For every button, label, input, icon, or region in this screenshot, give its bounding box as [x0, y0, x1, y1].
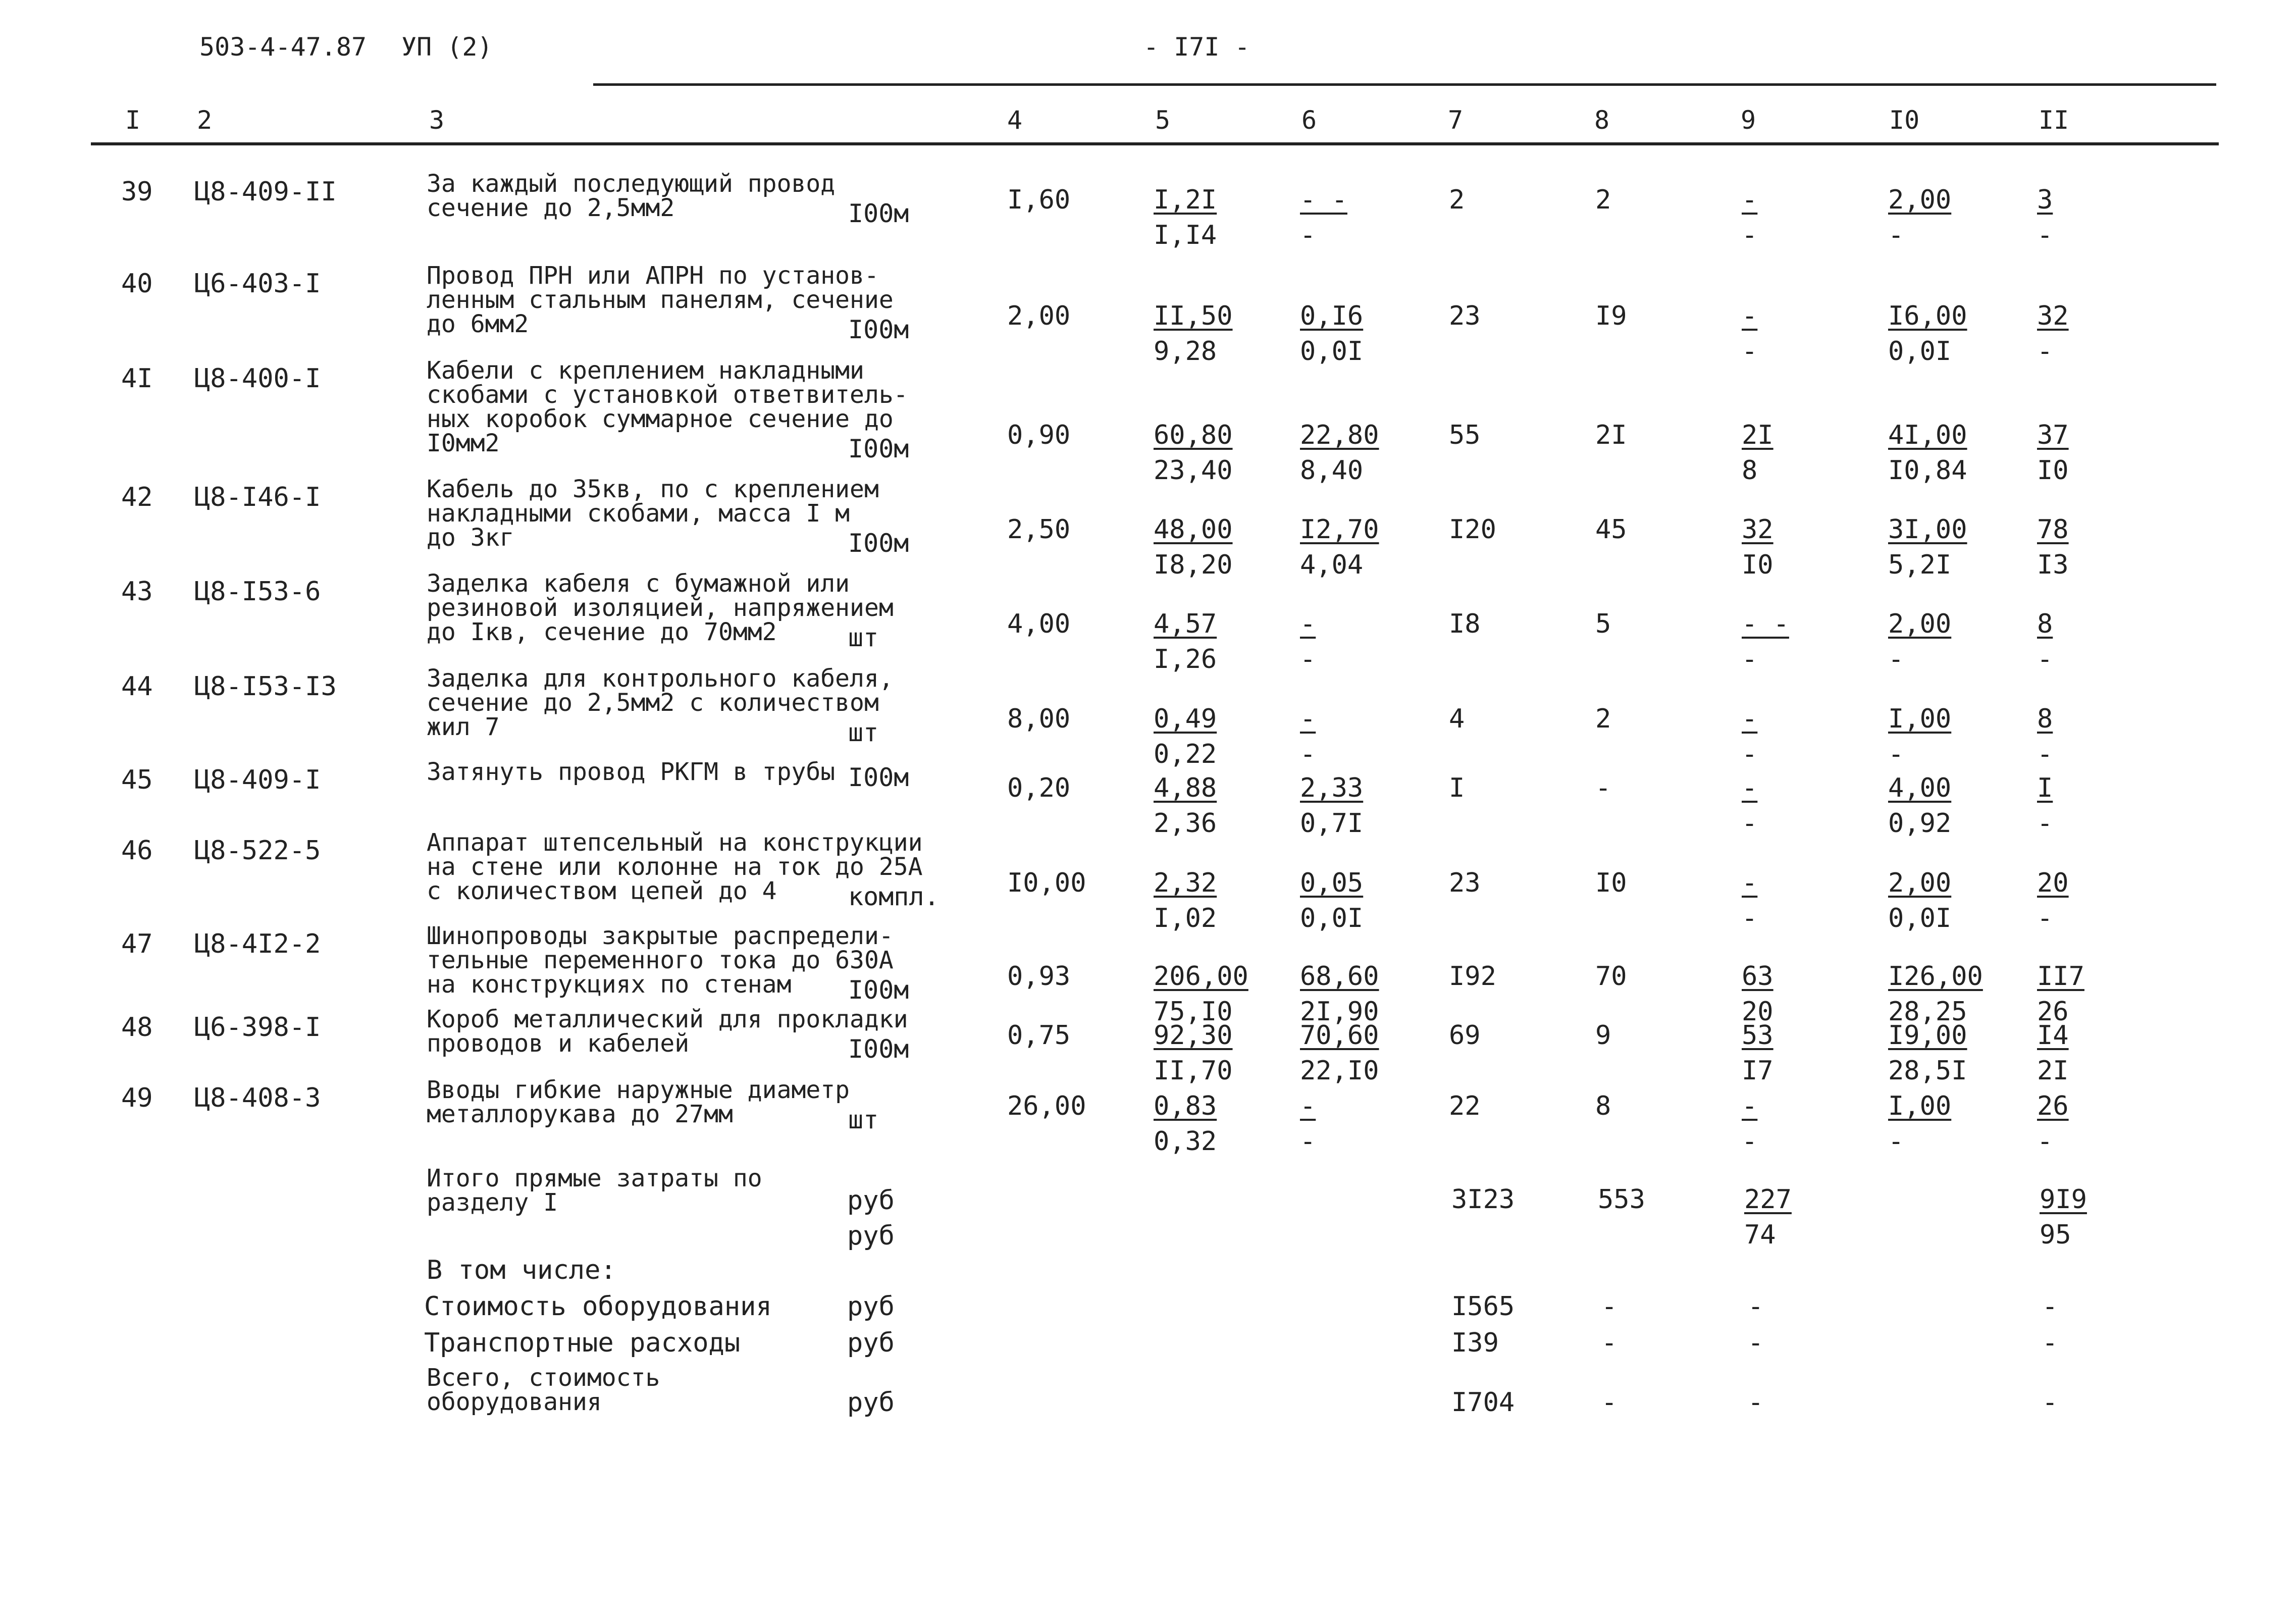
row-col8: 45 — [1595, 514, 1627, 545]
row-col6-bottom: - — [1300, 220, 1316, 250]
row-col5-bottom: 75,I0 — [1154, 997, 1233, 1027]
grand-total-unit: руб — [847, 1387, 895, 1418]
row-description-line: металлорукава до 27мм — [427, 1100, 733, 1128]
col-header-7: 7 — [1448, 106, 1464, 135]
row-col6-bottom: - — [1300, 644, 1316, 674]
row-number: 48 — [121, 1012, 153, 1043]
row-col9-top: 2I — [1742, 420, 1773, 450]
row-col6-top: 2,33 — [1300, 773, 1364, 803]
row-col5-bottom: 2,36 — [1154, 808, 1217, 839]
row-description-line: скобами с установкой ответвитель- — [427, 381, 908, 409]
row-description-line: жил 7 — [427, 713, 500, 741]
row-col11-bottom: I3 — [2037, 550, 2069, 580]
row-col5-top: 0,49 — [1154, 704, 1217, 734]
transport-cost-col8: - — [1601, 1328, 1617, 1358]
row-col5-bottom: I,02 — [1154, 903, 1217, 933]
row-col9-bottom: I7 — [1742, 1056, 1773, 1086]
row-col11-bottom: - — [2037, 739, 2053, 769]
grand-total-label-line-1: Всего, стоимость — [427, 1364, 660, 1392]
transport-cost-col9: - — [1748, 1328, 1764, 1358]
row-col6-bottom: 0,7I — [1300, 808, 1364, 839]
row-col4: 26,00 — [1007, 1091, 1086, 1121]
row-col5-top: 0,83 — [1154, 1091, 1217, 1121]
row-col6-bottom: 8,40 — [1300, 455, 1364, 486]
row-col9-top: 53 — [1742, 1020, 1773, 1051]
row-unit: компл. — [848, 882, 940, 911]
row-col4: 0,20 — [1007, 773, 1071, 803]
row-col5-bottom: I,26 — [1154, 644, 1217, 674]
row-col8: 2 — [1595, 704, 1611, 734]
row-col5-bottom: 23,40 — [1154, 455, 1233, 486]
row-col9-bottom: - — [1742, 808, 1758, 839]
row-col5-bottom: 0,32 — [1154, 1126, 1217, 1157]
row-col6-top: - - — [1300, 185, 1347, 215]
row-col6-top: - — [1300, 704, 1316, 734]
row-col10-top: 3I,00 — [1888, 514, 1967, 545]
row-description-line: тельные переменного тока до 630А — [427, 946, 894, 974]
row-col10-top: I26,00 — [1888, 961, 1983, 992]
row-col11-bottom: - — [2037, 808, 2053, 839]
row-col11-bottom: 26 — [2037, 997, 2069, 1027]
row-col10-bottom: 0,0I — [1888, 903, 1952, 933]
row-col5-top: 60,80 — [1154, 420, 1233, 450]
row-description-line: Провод ПРН или АПРН по установ- — [427, 262, 879, 290]
top-rule — [593, 83, 2216, 86]
equipment-cost-col9: - — [1748, 1291, 1764, 1322]
row-number: 49 — [121, 1083, 153, 1113]
row-col6-top: 22,80 — [1300, 420, 1379, 450]
row-col9-top: - — [1742, 1091, 1758, 1121]
row-col9-bottom: - — [1742, 739, 1758, 769]
row-col11-top: 32 — [2037, 301, 2069, 331]
row-description-line: накладными скобами, масса I м — [427, 499, 850, 528]
row-col11-top: I — [2037, 773, 2053, 803]
row-col11-bottom: - — [2037, 903, 2053, 933]
row-col4: 4,00 — [1007, 609, 1071, 639]
total-col9-b: 74 — [1744, 1220, 1776, 1250]
including-label: В том числе: — [427, 1255, 616, 1285]
row-col5-bottom: I,I4 — [1154, 220, 1217, 250]
row-col8: I9 — [1595, 301, 1627, 331]
row-col6-bottom: - — [1300, 739, 1316, 769]
grand-total-col11: - — [2042, 1387, 2058, 1418]
row-code: Ц6-398-I — [194, 1012, 321, 1043]
row-description-line: ных коробок суммарное сечение до — [427, 405, 894, 433]
row-col8: 70 — [1595, 961, 1627, 992]
row-description-line: сечение до 2,5мм2 с количеством — [427, 689, 879, 717]
grand-total-col8: - — [1601, 1387, 1617, 1418]
transport-cost-col7: I39 — [1451, 1328, 1499, 1358]
row-description-line: Шинопроводы закрытые распредели- — [427, 922, 894, 950]
row-col10-bottom: 0,0I — [1888, 336, 1952, 367]
col-header-8: 8 — [1594, 106, 1610, 135]
row-number: 45 — [121, 765, 153, 795]
row-number: 44 — [121, 671, 153, 702]
row-col10-bottom: 5,2I — [1888, 550, 1952, 580]
row-col6-top: 0,05 — [1300, 868, 1364, 898]
row-description-line: I0мм2 — [427, 429, 500, 457]
row-unit: шт — [848, 1105, 879, 1134]
row-description-line: сечение до 2,5мм2 — [427, 194, 675, 222]
row-col8: 2I — [1595, 420, 1627, 450]
row-col9-bottom: - — [1742, 1126, 1758, 1157]
equipment-cost-col7: I565 — [1451, 1291, 1515, 1322]
row-col11-top: 78 — [2037, 514, 2069, 545]
row-col10-bottom: 28,5I — [1888, 1056, 1967, 1086]
header-bottom-rule — [91, 142, 2219, 145]
equipment-cost-col8: - — [1601, 1291, 1617, 1322]
row-col10-top: 2,00 — [1888, 868, 1952, 898]
row-col6-bottom: 2I,90 — [1300, 997, 1379, 1027]
row-col10-top: 4,00 — [1888, 773, 1952, 803]
row-col4: 0,90 — [1007, 420, 1071, 450]
row-code: Ц8-I53-6 — [194, 577, 321, 607]
row-col7: 2 — [1449, 185, 1465, 215]
row-col10-top: I6,00 — [1888, 301, 1967, 331]
row-col10-bottom: 0,92 — [1888, 808, 1952, 839]
row-description-line: Заделка для контрольного кабеля, — [427, 664, 894, 693]
row-col9-bottom: 20 — [1742, 997, 1773, 1027]
row-col5-bottom: 9,28 — [1154, 336, 1217, 367]
row-col6-top: 70,60 — [1300, 1020, 1379, 1051]
row-col5-top: 48,00 — [1154, 514, 1233, 545]
row-description-line: на конструкциях по стенам — [427, 970, 792, 999]
row-number: 4I — [121, 363, 153, 394]
col-header-11: II — [2039, 106, 2069, 135]
row-code: Ц8-4I2-2 — [194, 929, 321, 959]
row-description-line: ленным стальным панелям, сечение — [427, 286, 894, 314]
row-col9-top: - — [1742, 773, 1758, 803]
row-description-line: Затянуть провод РКГМ в трубы — [427, 758, 836, 786]
row-unit: шт — [848, 718, 879, 747]
row-col10-top: 2,00 — [1888, 609, 1952, 639]
row-col10-top: 2,00 — [1888, 185, 1952, 215]
row-number: 47 — [121, 929, 153, 959]
album-label: УП (2) — [401, 32, 493, 62]
col-header-4: 4 — [1007, 106, 1023, 135]
row-col9-top: - — [1742, 704, 1758, 734]
row-code: Ц8-400-I — [194, 363, 321, 394]
document-code: 503-4-47.87 — [199, 32, 367, 62]
row-col6-top: 68,60 — [1300, 961, 1379, 992]
row-col5-top: 4,57 — [1154, 609, 1217, 639]
row-col10-bottom: I0,84 — [1888, 455, 1967, 486]
row-col5-top: 92,30 — [1154, 1020, 1233, 1051]
row-col5-top: 2,32 — [1154, 868, 1217, 898]
row-col9-top: 32 — [1742, 514, 1773, 545]
row-col5-top: II,50 — [1154, 301, 1233, 331]
row-code: Ц6-403-I — [194, 269, 321, 299]
row-description-line: Кабель до 35кв, по с креплением — [427, 475, 879, 503]
row-code: Ц8-409-II — [194, 177, 337, 207]
row-col10-top: 4I,00 — [1888, 420, 1967, 450]
row-col7: I — [1449, 773, 1465, 803]
row-col10-bottom: - — [1888, 1126, 1904, 1157]
row-description-line: до 3кг — [427, 524, 514, 552]
total-unit-a: руб — [847, 1185, 895, 1216]
row-unit: I00м — [848, 1034, 909, 1064]
row-col7: 23 — [1449, 868, 1481, 898]
row-col8: 2 — [1595, 185, 1611, 215]
row-col9-bottom: I0 — [1742, 550, 1773, 580]
row-description-line: проводов и кабелей — [427, 1029, 690, 1058]
row-col6-bottom: 0,0I — [1300, 336, 1364, 367]
total-label-line-1: Итого прямые затраты по — [427, 1164, 762, 1192]
row-col8: I0 — [1595, 868, 1627, 898]
row-col10-bottom: 28,25 — [1888, 997, 1967, 1027]
row-col4: I0,00 — [1007, 868, 1086, 898]
transport-cost-label: Транспортные расходы — [424, 1328, 741, 1358]
row-unit: I00м — [848, 315, 909, 344]
row-col11-top: II7 — [2037, 961, 2084, 992]
row-number: 40 — [121, 269, 153, 299]
row-number: 39 — [121, 177, 153, 207]
row-col10-bottom: - — [1888, 220, 1904, 250]
row-col10-top: I9,00 — [1888, 1020, 1967, 1051]
page-number: - I7I - — [1143, 32, 1250, 62]
row-description-line: до 6мм2 — [427, 310, 529, 338]
row-col5-bottom: 0,22 — [1154, 739, 1217, 769]
row-col10-top: I,00 — [1888, 1091, 1952, 1121]
grand-total-col9: - — [1748, 1387, 1764, 1418]
total-label-line-2: разделу I — [427, 1188, 558, 1217]
row-col4: 0,75 — [1007, 1020, 1071, 1051]
col-header-5: 5 — [1155, 106, 1171, 135]
row-code: Ц8-522-5 — [194, 836, 321, 866]
row-col9-bottom: - — [1742, 220, 1758, 250]
row-col8: 9 — [1595, 1020, 1611, 1051]
row-code: Ц8-409-I — [194, 765, 321, 795]
row-col4: 0,93 — [1007, 961, 1071, 992]
row-description-line: до Iкв, сечение до 70мм2 — [427, 618, 777, 646]
row-unit: I00м — [848, 434, 909, 463]
row-col6-bottom: - — [1300, 1126, 1316, 1157]
row-unit: I00м — [848, 199, 909, 228]
col-header-1: I — [125, 106, 141, 135]
row-col7: I92 — [1449, 961, 1496, 992]
equipment-cost-col11: - — [2042, 1291, 2058, 1322]
row-col4: 2,00 — [1007, 301, 1071, 331]
row-col7: 69 — [1449, 1020, 1481, 1051]
row-col11-top: 26 — [2037, 1091, 2069, 1121]
row-col6-top: - — [1300, 609, 1316, 639]
grand-total-label-line-2: оборудования — [427, 1388, 602, 1416]
row-description-line: Аппарат штепсельный на конструкции — [427, 828, 923, 857]
row-code: Ц8-I46-I — [194, 482, 321, 512]
transport-cost-unit: руб — [847, 1328, 895, 1358]
row-code: Ц8-I53-I3 — [194, 671, 337, 702]
total-col7: 3I23 — [1451, 1184, 1515, 1215]
equipment-cost-label: Стоимость оборудования — [424, 1291, 772, 1322]
total-col11-a: 9I9 — [2040, 1184, 2087, 1215]
col-header-3: 3 — [429, 106, 445, 135]
row-col11-top: 8 — [2037, 609, 2053, 639]
row-unit: I00м — [848, 975, 909, 1005]
row-col9-bottom: - — [1742, 644, 1758, 674]
row-unit: шт — [848, 623, 879, 652]
row-col6-bottom: 22,I0 — [1300, 1056, 1379, 1086]
grand-total-col7: I704 — [1451, 1387, 1515, 1418]
row-col10-top: I,00 — [1888, 704, 1952, 734]
row-col7: 55 — [1449, 420, 1481, 450]
row-col4: 2,50 — [1007, 514, 1071, 545]
row-description-line: Заделка кабеля с бумажной или — [427, 569, 850, 598]
row-col9-bottom: - — [1742, 903, 1758, 933]
row-col11-bottom: I0 — [2037, 455, 2069, 486]
row-col9-top: - — [1742, 868, 1758, 898]
row-col9-bottom: - — [1742, 336, 1758, 367]
row-col5-top: I,2I — [1154, 185, 1217, 215]
row-col7: I8 — [1449, 609, 1481, 639]
row-col6-bottom: 4,04 — [1300, 550, 1364, 580]
row-col9-top: - — [1742, 185, 1758, 215]
row-description-line: на стене или колонне на ток до 25А — [427, 853, 923, 881]
row-col11-top: I4 — [2037, 1020, 2069, 1051]
col-header-10: I0 — [1889, 106, 1920, 135]
row-col10-bottom: - — [1888, 644, 1904, 674]
row-col6-top: I2,70 — [1300, 514, 1379, 545]
row-description-line: За каждый последующий провод — [427, 170, 836, 198]
row-unit: I00м — [848, 763, 909, 792]
row-col5-bottom: II,70 — [1154, 1056, 1233, 1086]
row-col8: 5 — [1595, 609, 1611, 639]
row-col10-bottom: - — [1888, 739, 1904, 769]
row-col8: - — [1595, 773, 1611, 803]
row-col9-bottom: 8 — [1742, 455, 1758, 486]
row-col11-top: 3 — [2037, 185, 2053, 215]
row-col9-top: 63 — [1742, 961, 1773, 992]
row-col5-top: 4,88 — [1154, 773, 1217, 803]
col-header-2: 2 — [197, 106, 213, 135]
row-unit: I00м — [848, 529, 909, 558]
row-description-line: Вводы гибкие наружные диаметр — [427, 1076, 850, 1104]
row-col4: 8,00 — [1007, 704, 1071, 734]
row-col11-bottom: - — [2037, 644, 2053, 674]
row-number: 43 — [121, 577, 153, 607]
row-col7: I20 — [1449, 514, 1496, 545]
row-col6-bottom: 0,0I — [1300, 903, 1364, 933]
transport-cost-col11: - — [2042, 1328, 2058, 1358]
row-description-line: резиновой изоляцией, напряжением — [427, 594, 894, 622]
row-col9-top: - — [1742, 301, 1758, 331]
row-col11-top: 37 — [2037, 420, 2069, 450]
row-col5-top: 206,00 — [1154, 961, 1248, 992]
row-col7: 4 — [1449, 704, 1465, 734]
row-col11-bottom: 2I — [2037, 1056, 2069, 1086]
row-col11-top: 8 — [2037, 704, 2053, 734]
total-col9-a: 227 — [1744, 1184, 1792, 1215]
equipment-cost-unit: руб — [847, 1291, 895, 1322]
row-col11-bottom: - — [2037, 336, 2053, 367]
row-description-line: Короб металлический для прокладки — [427, 1005, 908, 1033]
row-col5-bottom: I8,20 — [1154, 550, 1233, 580]
col-header-9: 9 — [1741, 106, 1756, 135]
row-col6-top: - — [1300, 1091, 1316, 1121]
row-col7: 22 — [1449, 1091, 1481, 1121]
row-description-line: Кабели с креплением накладными — [427, 356, 864, 385]
total-col11-b: 95 — [2040, 1220, 2071, 1250]
row-col4: I,60 — [1007, 185, 1071, 215]
row-code: Ц8-408-3 — [194, 1083, 321, 1113]
row-col9-top: - - — [1742, 609, 1789, 639]
row-col11-top: 20 — [2037, 868, 2069, 898]
row-number: 42 — [121, 482, 153, 512]
row-col11-bottom: - — [2037, 220, 2053, 250]
row-col11-bottom: - — [2037, 1126, 2053, 1157]
total-unit-b: руб — [847, 1221, 895, 1251]
row-col7: 23 — [1449, 301, 1481, 331]
row-number: 46 — [121, 836, 153, 866]
row-col8: 8 — [1595, 1091, 1611, 1121]
row-description-line: с количеством цепей до 4 — [427, 877, 777, 905]
row-col6-top: 0,I6 — [1300, 301, 1364, 331]
total-col8: 553 — [1598, 1184, 1645, 1215]
col-header-6: 6 — [1301, 106, 1317, 135]
